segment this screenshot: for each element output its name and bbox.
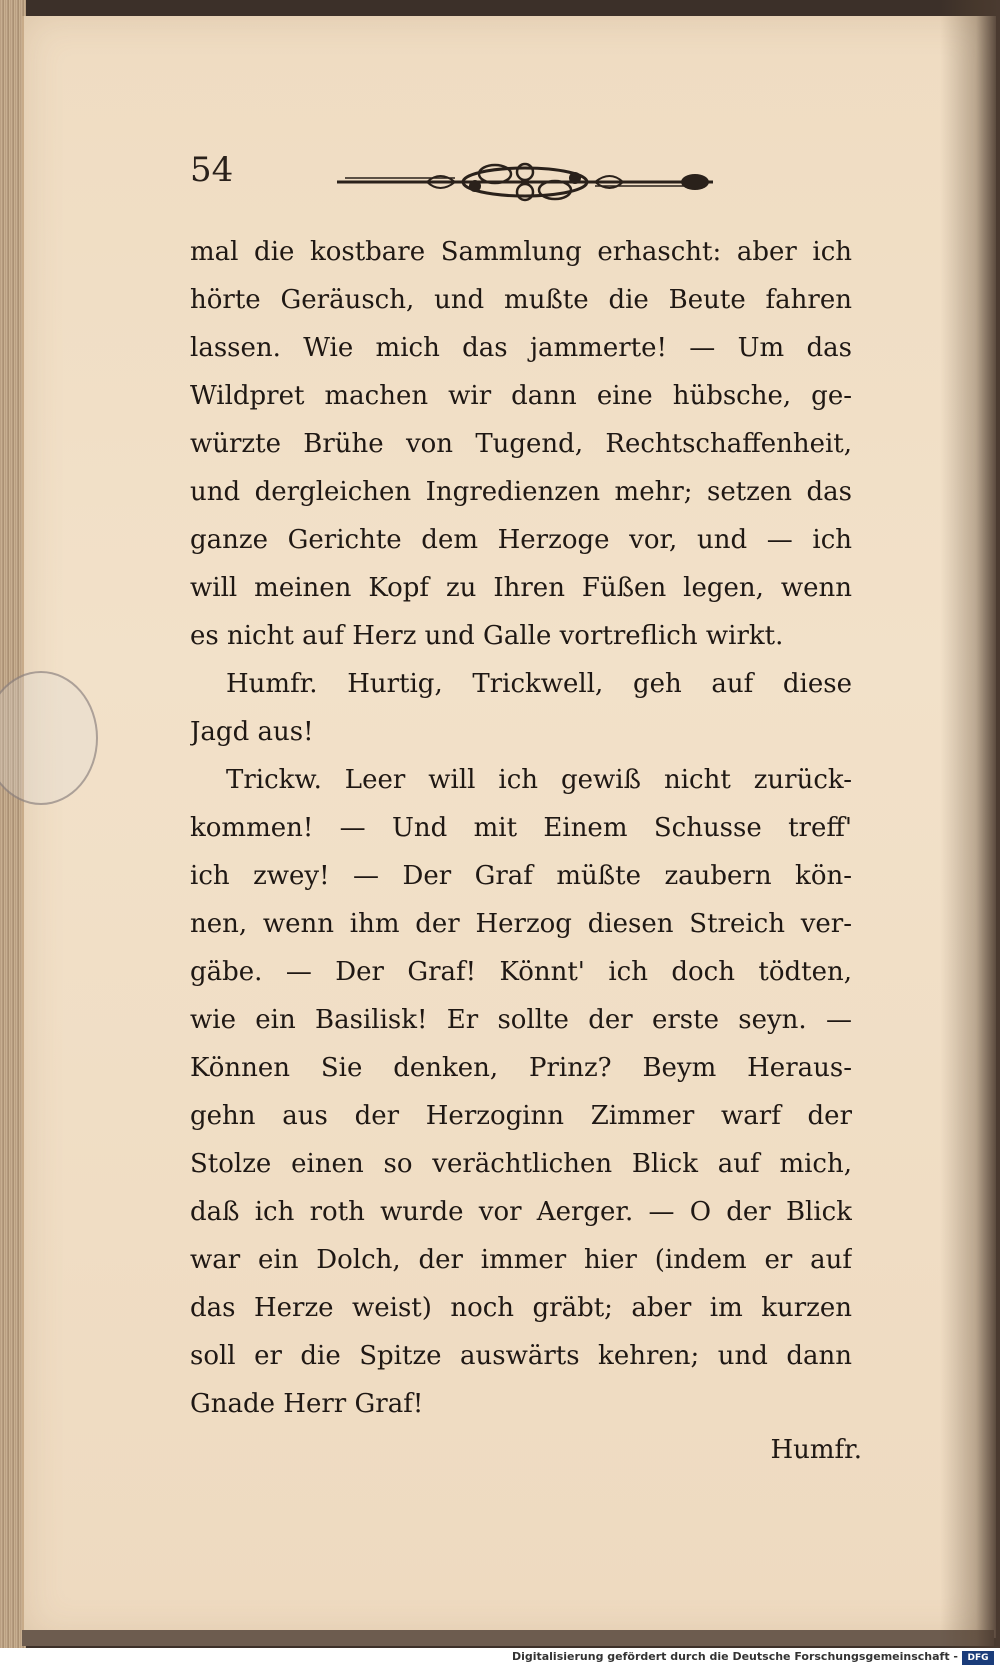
speaker-line: Humfr. Hurtig, Trickwell, geh auf diese: [226, 669, 852, 699]
text-line: daß ich roth wurde vor Aerger. — O der Blick: [190, 1197, 852, 1227]
text-line: nen, wenn ihm der Herzog diesen Streich ver-: [190, 909, 852, 939]
text-line: Gnade Herr Graf!: [190, 1389, 424, 1419]
catchword: Humfr.: [770, 1435, 862, 1465]
spine-shadow: [940, 0, 1000, 1648]
text-line: ich zwey! — Der Graf müßte zaubern kön-: [190, 861, 852, 891]
text-line: soll er die Spitze auswärts kehren; und dann: [190, 1341, 852, 1371]
text-line: mal die kostbare Sammlung erhascht: aber ich: [190, 237, 852, 267]
speaker-line: Trickw. Leer will ich gewiß nicht zurück-: [226, 765, 852, 795]
footer-credit: Digitalisierung gefördert durch die Deutsche Forschungsgemeinschaft -: [511, 1650, 958, 1663]
text-line: es nicht auf Herz und Galle vortreflich wirkt.: [190, 621, 784, 651]
text-line: hörte Geräusch, und mußte die Beute fahren: [190, 285, 852, 315]
text-line: Wildpret machen wir dann eine hübsche, ge-: [190, 381, 852, 411]
text-line: das Herze weist) noch gräbt; aber im kurzen: [190, 1293, 852, 1323]
page-text: [190, 228, 852, 1428]
text-line: und dergleichen Ingredienzen mehr; setzen das: [190, 477, 852, 507]
text-line: ganze Gerichte dem Herzoge vor, und — ich: [190, 525, 852, 555]
text-line: Jagd aus!: [190, 717, 314, 747]
page-bottom-strip: [22, 1630, 994, 1646]
text-line: war ein Dolch, der immer hier (indem er auf: [190, 1245, 852, 1275]
ornament-rule: [335, 160, 715, 204]
text-line: würzte Brühe von Tugend, Rechtschaffenheit,: [190, 429, 852, 459]
text-line: gehn aus der Herzoginn Zimmer warf der: [190, 1101, 852, 1131]
text-line: lassen. Wie mich das jammerte! — Um das: [190, 333, 852, 363]
text-line: kommen! — Und mit Einem Schusse treff': [190, 813, 852, 843]
page-number: 54: [190, 150, 234, 190]
dfg-logo: DFG: [962, 1651, 994, 1665]
clip-mark: [0, 671, 98, 805]
text-line: gäbe. — Der Graf! Könnt' ich doch tödten,: [190, 957, 852, 987]
text-line: Können Sie denken, Prinz? Beym Heraus-: [190, 1053, 852, 1083]
text-line: will meinen Kopf zu Ihren Füßen legen, wenn: [190, 573, 852, 603]
text-line: Stolze einen so verächtlichen Blick auf mich,: [190, 1149, 852, 1179]
footer-bar: [0, 1648, 1000, 1669]
text-line: wie ein Basilisk! Er sollte der erste seyn. —: [190, 1005, 852, 1035]
